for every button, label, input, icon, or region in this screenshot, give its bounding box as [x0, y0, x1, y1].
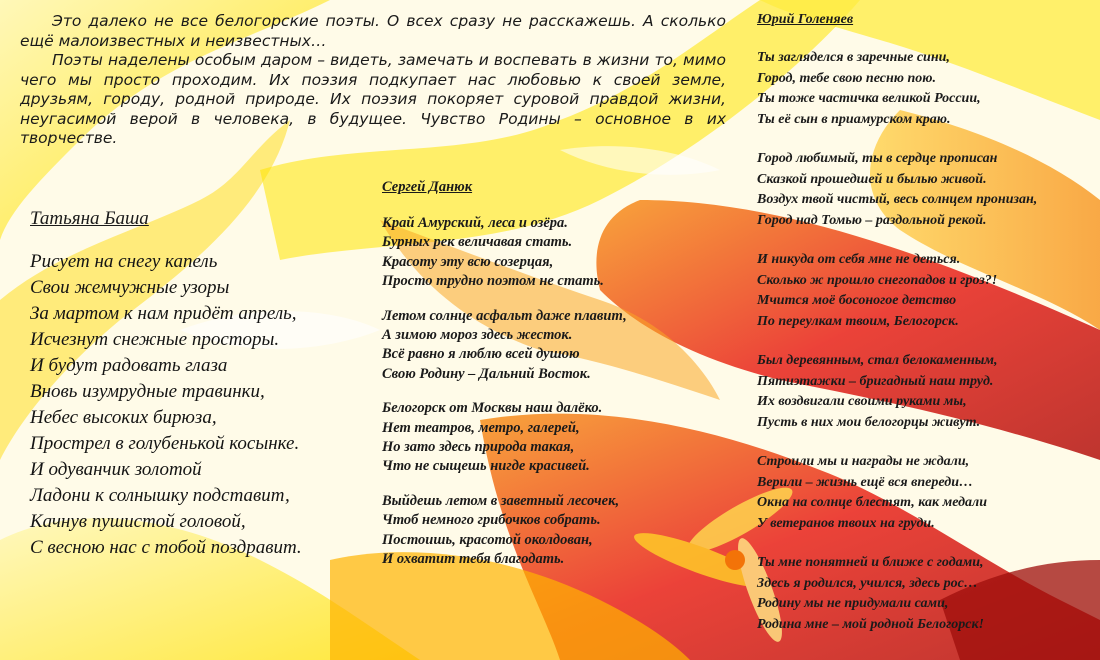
poem-line: Нет театров, метро, галерей, [382, 419, 580, 436]
poem-line: С весною нас с тобой поздравит. [30, 537, 302, 558]
poem-line: И охватит тебя благодать. [382, 551, 565, 568]
poem-stanza [382, 307, 627, 385]
poem-line: Выйдешь летом в заветный лесочек, [382, 492, 620, 509]
poem-line: Прострел в голубенькой косынке. [30, 433, 300, 454]
poem-tatyana-basha [30, 208, 302, 576]
poem-line: Здесь я родился, учился, здесь рос… [757, 575, 978, 591]
poem-stanza [757, 351, 1037, 433]
poem-stanza [757, 553, 1037, 635]
poem-line: Сколько ж прошло снегопадов и гроз?! [757, 272, 998, 288]
poem-line: Свою Родину – Дальний Восток. [382, 365, 591, 382]
poem-line: Родину мы не придумали сами, [757, 596, 949, 611]
poem-line: Всё равно я люблю всей душою [382, 346, 580, 363]
poem-stanza [757, 48, 1037, 130]
poem-line: Вновь изумрудные травинки, [30, 381, 265, 402]
poem-line: Постоишь, красотой околдован, [382, 531, 593, 548]
poem-line: И будут радовать глаза [30, 355, 228, 376]
poem-line: Ты загляделся в заречные сини, [757, 50, 950, 65]
poem-author: Татьяна Баша [30, 208, 149, 229]
poem-stanza [382, 214, 627, 292]
poem-sergey-danyuk [382, 179, 627, 585]
poem-line: Мчится моё босоногое детство [757, 293, 957, 308]
poem-line: По переулкам твоим, Белогорск. [757, 313, 959, 329]
poem-stanza [30, 249, 302, 561]
poem-line: Строили мы и награды не ждали, [757, 454, 970, 469]
poem-line: Белогорск от Москвы наш далёко. [382, 400, 603, 417]
poem-line: За мартом к нам придёт апрель, [30, 303, 297, 324]
poem-line: Ты её сын в приамурском краю. [757, 111, 951, 127]
poem-stanza [757, 149, 1037, 231]
poem-stanza [382, 492, 627, 570]
poem-line: Чтоб немного грибочков собрать. [382, 512, 601, 529]
poem-line: Пятиэтажки – бригадный наш труд. [757, 373, 994, 389]
poem-line: Свои жемчужные узоры [30, 277, 230, 298]
poem-line: У ветеранов твоих на груди. [757, 515, 935, 531]
poem-line: Что не сыщешь нигде красивей. [382, 458, 590, 475]
poem-line: Их воздвигали своими руками мы, [757, 394, 967, 409]
poem-author: Юрий Голеняев [757, 12, 854, 27]
poem-line: Сказкой прошедшей и былью живой. [757, 171, 987, 187]
intro-paragraph: Поэты наделены особым даром – видеть, замечать и воспевать в жизни то, мимо чего мы просто проходим. Их поэзия подкупает нас любовью к своей земле, друзьям, городу, родной природе. Их поэзия покоряет суровой правдой жизни, неугасимой верой в человека, в будущее. Чувство Родины – основное в их творчестве. [20, 51, 726, 147]
poem-line: Исчезнут снежные просторы. [30, 329, 280, 350]
poem-line: Родина мне – мой родной Белогорск! [757, 616, 985, 632]
intro-paragraph: Это далеко не все белогорские поэты. О всех сразу не расскажешь. А сколько ещё малоизвестных и неизвестных… [20, 12, 726, 50]
poem-stanza [382, 399, 627, 477]
poem-line: Рисует на снегу капель [30, 251, 218, 272]
poem-line: Ты мне понятней и ближе с годами, [757, 555, 984, 570]
poem-line: Небес высоких бирюза, [30, 407, 217, 428]
poem-line: И одуванчик золотой [30, 459, 202, 480]
poem-line: Пусть в них мои белогорцы живут. [757, 414, 981, 430]
poem-line: Бурных рек величавая стать. [382, 234, 573, 251]
poem-line: Красоту эту всю созерцая, [382, 253, 554, 270]
poem-author: Сергей Данюк [382, 179, 473, 195]
poem-line: Ладони к солнышку подставит, [30, 485, 290, 506]
poem-line: И никуда от себя мне не деться. [757, 252, 961, 267]
poem-line: Ты тоже частичка великой России, [757, 91, 981, 106]
poem-line: Но зато здесь природа такая, [382, 439, 575, 456]
poem-line: Воздух твой чистый, весь солнцем пронизан, [757, 192, 1038, 207]
poem-line: Верили – жизнь ещё вся впереди… [757, 474, 973, 490]
poem-yuriy-golenyaev [757, 12, 1037, 654]
poem-line: Город над Томью – раздольной рекой. [757, 212, 987, 228]
poem-line: Качнув пушистой головой, [30, 511, 246, 532]
poem-line: Город любимый, ты в сердце прописан [757, 151, 998, 166]
poem-line: Город, тебе свою песню пою. [757, 70, 936, 86]
poem-line: Был деревянным, стал белокаменным, [757, 353, 998, 368]
poem-stanza [757, 452, 1037, 534]
poem-line: Край Амурский, леса и озёра. [382, 215, 568, 231]
poem-line: Просто трудно поэтом не стать. [382, 273, 604, 290]
poem-line: Окна на солнце блестят, как медали [757, 495, 988, 510]
poem-line: А зимою мороз здесь жесток. [382, 327, 573, 344]
poem-stanza [757, 250, 1037, 332]
intro-text [20, 12, 726, 149]
poem-line: Летом солнце асфальт даже плавит, [382, 307, 627, 324]
